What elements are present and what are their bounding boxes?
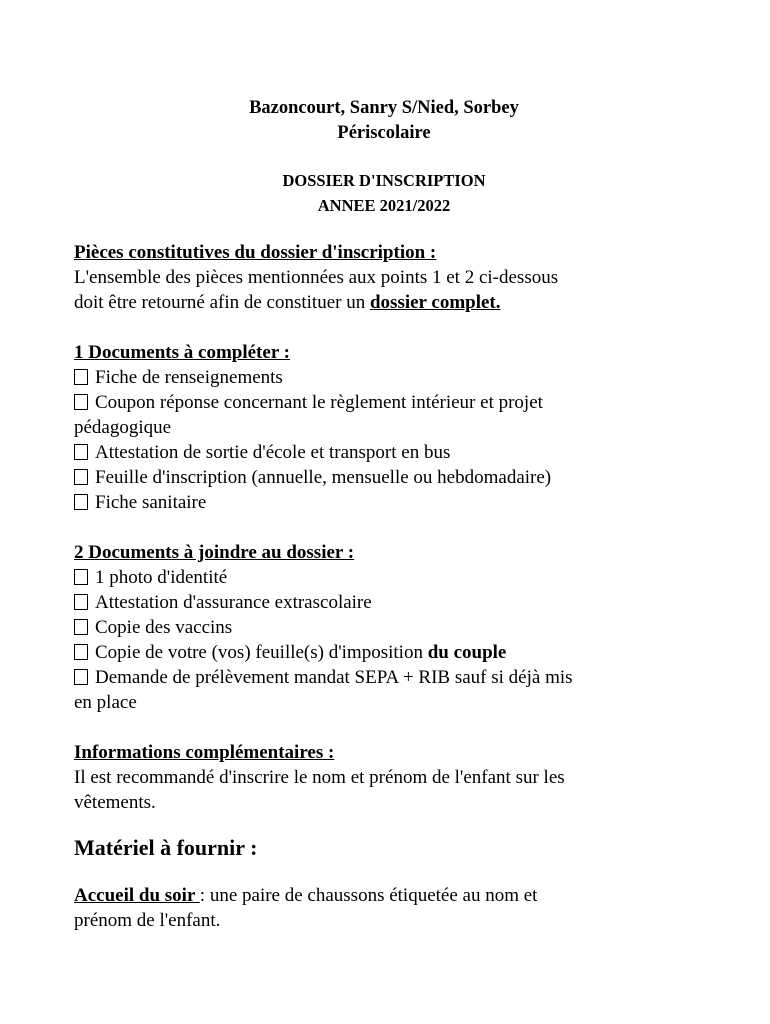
list-item xyxy=(74,640,694,665)
checkbox-icon[interactable] xyxy=(74,569,88,585)
list-item-label: Coupon réponse concernant le règlement intérieur et projet xyxy=(95,392,543,413)
accueil-du-soir-label: Accueil du soir xyxy=(74,885,200,906)
header-line-2: Périscolaire xyxy=(337,123,431,143)
list-item xyxy=(74,465,694,490)
list-item-continuation: en place xyxy=(74,692,137,713)
list-item-label: Attestation de sortie d'école et transport en bus xyxy=(95,442,451,463)
pieces-text-2 xyxy=(74,290,694,315)
materiel-text-1 xyxy=(74,883,694,908)
infos-text-1: Il est recommandé d'inscrire le nom et prénom de l'enfant sur les xyxy=(74,767,565,788)
checkbox-icon[interactable] xyxy=(74,594,88,610)
checkbox-icon[interactable] xyxy=(74,444,88,460)
dossier-complet-text: dossier complet. xyxy=(369,292,501,313)
section2-heading: 2 Documents à joindre au dossier : xyxy=(74,542,355,563)
list-item-label: Copie des vaccins xyxy=(95,617,233,638)
materiel-text-2: prénom de l'enfant. xyxy=(74,910,221,931)
checkbox-icon[interactable] xyxy=(74,369,88,385)
checkbox-icon[interactable] xyxy=(74,669,88,685)
list-item xyxy=(74,490,694,515)
infos-text-2: vêtements. xyxy=(74,792,156,813)
pieces-text-2-plain: doit être retourné afin de constituer un xyxy=(74,292,370,313)
materiel-text-1-plain: : une paire de chaussons étiquetée au nom et xyxy=(199,885,538,906)
list-item xyxy=(74,365,694,390)
list-item xyxy=(74,440,694,465)
list-item-label: Demande de prélèvement mandat SEPA + RIB sauf si déjà mis xyxy=(95,667,573,688)
list-item-label: Feuille d'inscription (annuelle, mensuelle ou hebdomadaire) xyxy=(95,467,552,488)
list-item xyxy=(74,390,694,415)
dossier-title: DOSSIER D'INSCRIPTION xyxy=(282,171,486,190)
list-item xyxy=(74,665,694,690)
header-line-1: Bazoncourt, Sanry S/Nied, Sorbey xyxy=(249,98,519,118)
pieces-heading: Pièces constitutives du dossier d'inscription : xyxy=(74,242,437,263)
pieces-text-1: L'ensemble des pièces mentionnées aux points 1 et 2 ci-dessous xyxy=(74,267,559,288)
document-page xyxy=(74,96,694,933)
list-item-label: Fiche de renseignements xyxy=(95,367,283,388)
checkbox-icon[interactable] xyxy=(74,394,88,410)
checkbox-icon[interactable] xyxy=(74,619,88,635)
checkbox-icon[interactable] xyxy=(74,469,88,485)
list-item-label: Copie de votre (vos) feuille(s) d'imposition xyxy=(95,642,428,663)
list-item-label: 1 photo d'identité xyxy=(95,567,228,588)
list-item-label: Attestation d'assurance extrascolaire xyxy=(95,592,372,613)
checkbox-icon[interactable] xyxy=(74,494,88,510)
list-item-continuation: pédagogique xyxy=(74,417,172,438)
infos-heading: Informations complémentaires : xyxy=(74,742,335,763)
materiel-heading: Matériel à fournir : xyxy=(74,835,258,860)
list-item xyxy=(74,565,694,590)
list-item xyxy=(74,615,694,640)
section1-heading: 1 Documents à compléter : xyxy=(74,342,290,363)
du-couple-text: du couple xyxy=(427,642,507,663)
checkbox-icon[interactable] xyxy=(74,644,88,660)
list-item xyxy=(74,590,694,615)
list-item-label: Fiche sanitaire xyxy=(95,492,207,513)
year-title: ANNEE 2021/2022 xyxy=(317,196,451,215)
